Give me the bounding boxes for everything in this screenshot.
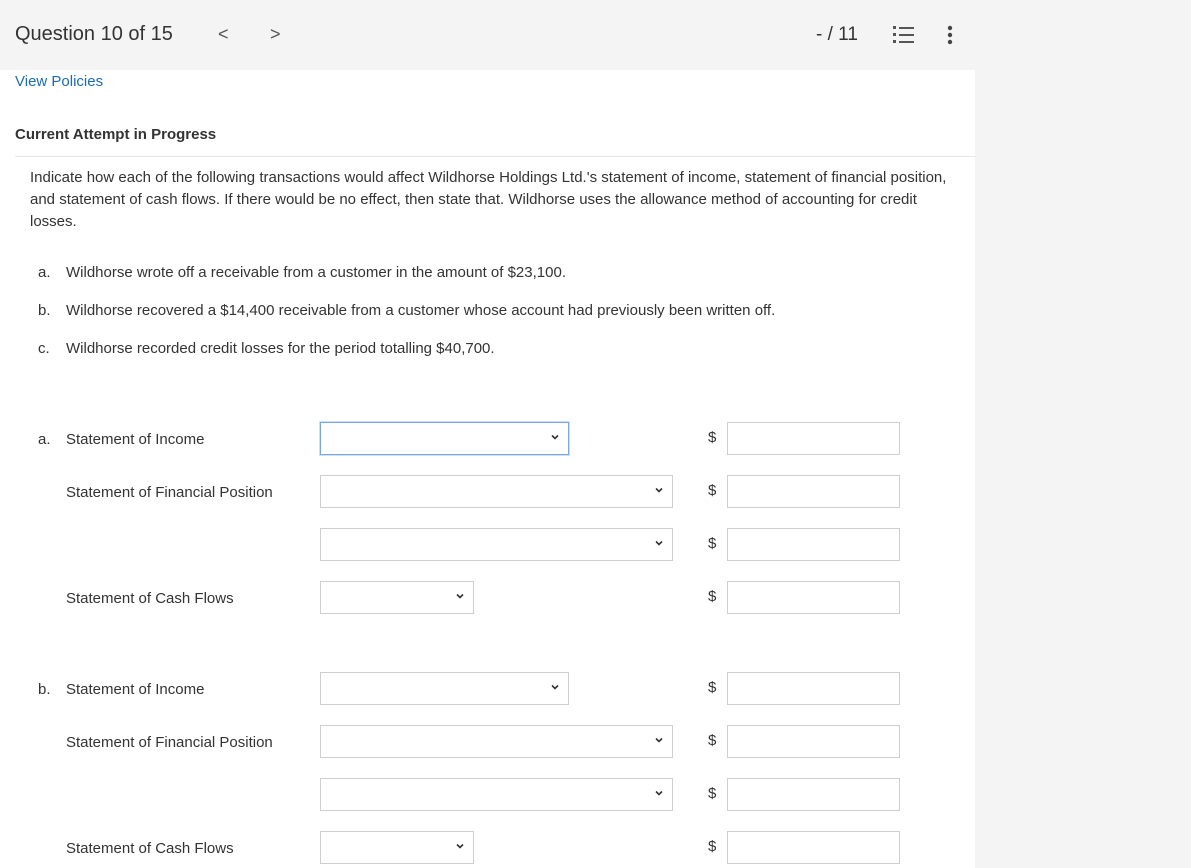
currency-symbol: $ <box>708 588 717 605</box>
section-b-income-amount-input[interactable] <box>727 672 900 705</box>
transaction-item <box>38 340 495 357</box>
section-a-income-amount-input[interactable] <box>727 422 900 455</box>
view-policies-link[interactable]: View Policies <box>15 73 104 90</box>
section-b-income-select[interactable] <box>320 672 569 705</box>
chevron-down-icon <box>550 432 560 442</box>
section-a-position-amount-input-2[interactable] <box>727 528 900 561</box>
question-title: Question 10 of 15 <box>15 23 173 45</box>
currency-symbol: $ <box>708 785 717 802</box>
chevron-down-icon <box>654 538 664 548</box>
currency-symbol: $ <box>708 838 717 855</box>
section-b-position-select-1[interactable] <box>320 725 673 758</box>
section-a-letter: a. <box>38 431 51 448</box>
currency-symbol: $ <box>708 535 717 552</box>
section-b-income-label: Statement of Income <box>66 681 205 698</box>
currency-symbol: $ <box>708 732 717 749</box>
chevron-down-icon <box>455 841 465 851</box>
transaction-letter: b. <box>38 302 51 319</box>
more-vertical-icon[interactable] <box>946 24 954 46</box>
next-question-button[interactable]: > <box>270 24 281 44</box>
question-content <box>0 70 975 868</box>
section-a-cash-amount-input[interactable] <box>727 581 900 614</box>
currency-symbol: $ <box>708 679 717 696</box>
section-b-letter: b. <box>38 681 51 698</box>
transaction-letter: a. <box>38 264 51 281</box>
chevron-down-icon <box>550 682 560 692</box>
section-b-position-label: Statement of Financial Position <box>66 734 273 751</box>
divider <box>15 156 975 157</box>
chevron-down-icon <box>654 485 664 495</box>
transaction-text: Wildhorse recorded credit losses for the period totalling $40,700. <box>66 340 495 357</box>
section-b-cash-amount-input[interactable] <box>727 831 900 864</box>
section-b-position-amount-input-1[interactable] <box>727 725 900 758</box>
section-a-position-select-2[interactable] <box>320 528 673 561</box>
transaction-item <box>38 302 775 319</box>
section-a-cash-label: Statement of Cash Flows <box>66 590 234 607</box>
chevron-down-icon <box>455 591 465 601</box>
section-a-income-select[interactable] <box>320 422 569 455</box>
transaction-item <box>38 264 566 281</box>
right-gutter <box>975 0 1191 868</box>
currency-symbol: $ <box>708 482 717 499</box>
question-list-icon[interactable] <box>891 24 915 46</box>
transaction-text: Wildhorse wrote off a receivable from a customer in the amount of $23,100. <box>66 264 566 281</box>
section-b-position-select-2[interactable] <box>320 778 673 811</box>
section-b-cash-select[interactable] <box>320 831 474 864</box>
section-a-position-label: Statement of Financial Position <box>66 484 273 501</box>
previous-question-button[interactable]: < <box>218 24 229 44</box>
section-a-income-label: Statement of Income <box>66 431 205 448</box>
chevron-down-icon <box>654 735 664 745</box>
chevron-down-icon <box>654 788 664 798</box>
section-a-cash-select[interactable] <box>320 581 474 614</box>
section-a-position-amount-input-1[interactable] <box>727 475 900 508</box>
section-b-cash-label: Statement of Cash Flows <box>66 840 234 857</box>
currency-symbol: $ <box>708 429 717 446</box>
section-a-position-select-1[interactable] <box>320 475 673 508</box>
score-display: - / 11 <box>816 24 858 45</box>
question-prompt: Indicate how each of the following transactions would affect Wildhorse Holdings Ltd.'s statement of income, statement of financial position, and statement of cash flows. If there would be no effect, then state that. Wildhorse uses the allowance method of accounting for credit losses. <box>30 169 947 230</box>
transaction-letter: c. <box>38 340 50 357</box>
section-b-position-amount-input-2[interactable] <box>727 778 900 811</box>
attempt-status: Current Attempt in Progress <box>15 126 217 143</box>
transaction-text: Wildhorse recovered a $14,400 receivable from a customer whose account had previously been written off. <box>66 302 776 319</box>
